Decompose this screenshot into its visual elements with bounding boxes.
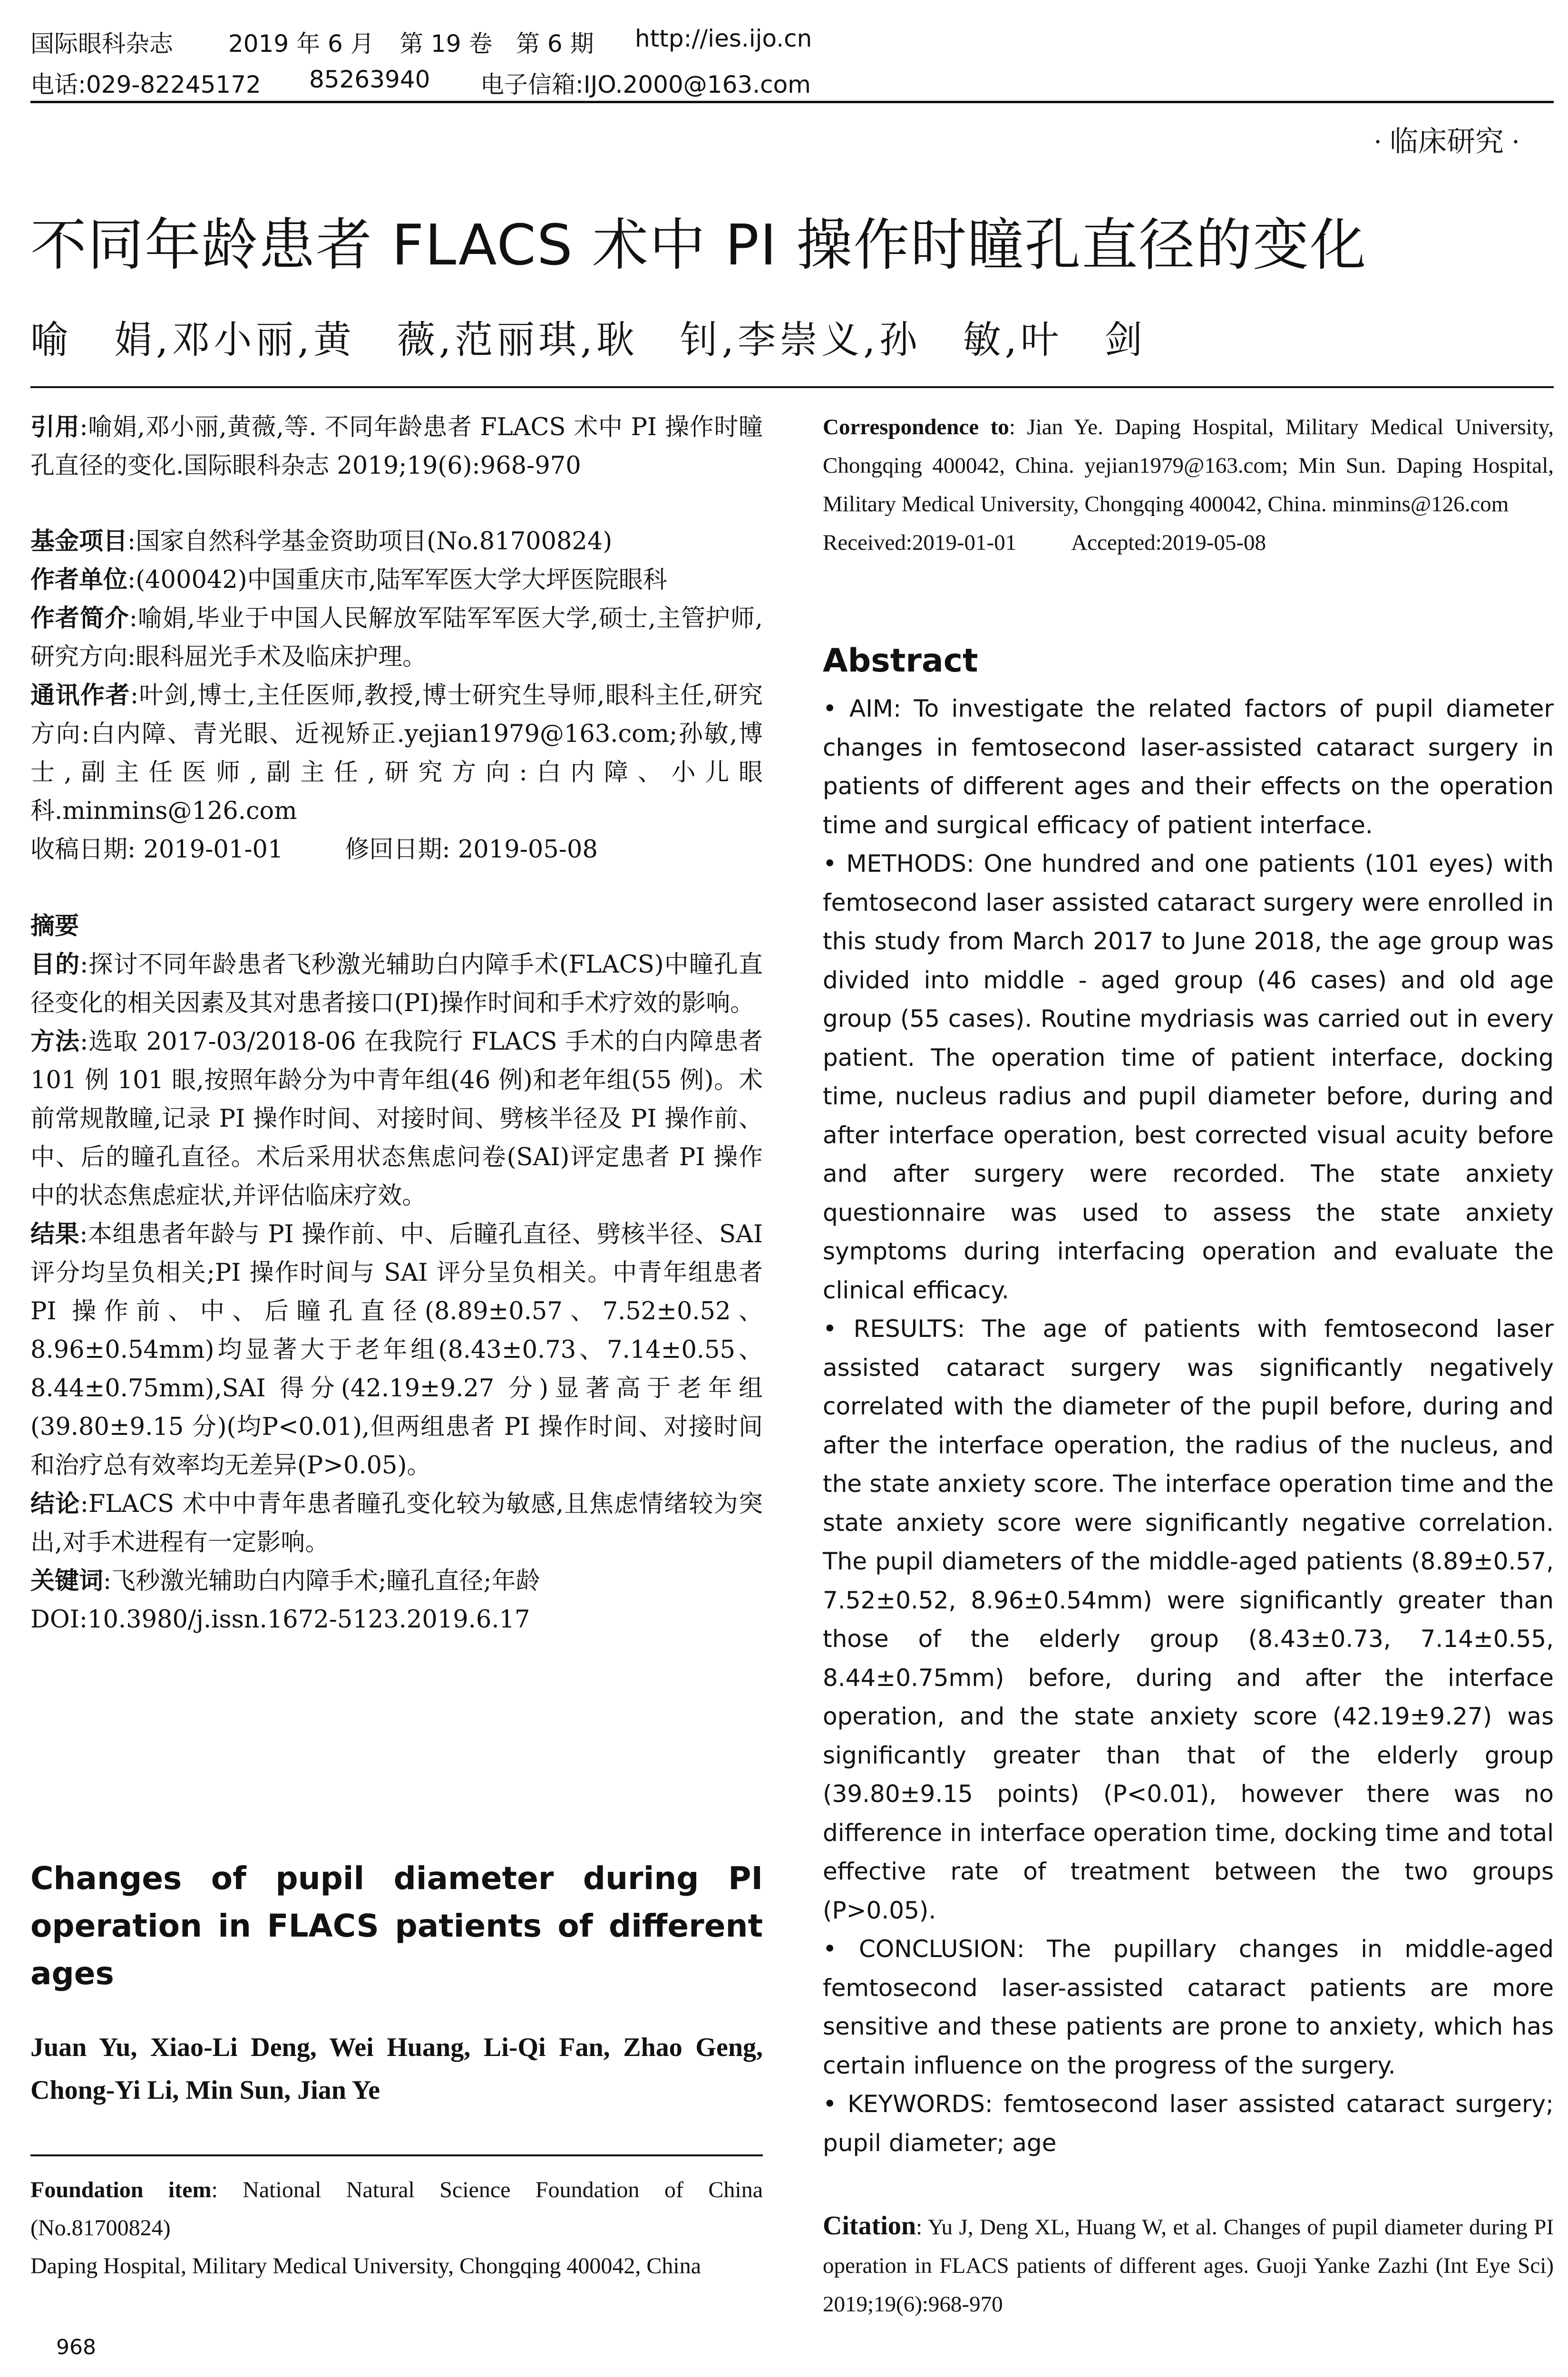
methods-en: • METHODS: One hundred and one patients (101 eyes) with femtosecond laser assisted cataract surgery were enrolled in this study from March 2017 to June 2018, the age group was divided into middle - aged group (46 cases) and old age group (55 cases). Routine mydriasis was carried out in every patient. The operation time of patient interface, docking time, nucleus radius and pupil diameter before, during and after interface operation, best corrected visual acuity before and after surgery were recorded. The state anxiety questionnaire was used to assess the state anxiety symptoms during interfacing operation and evaluate the clinical efficacy. (823, 850, 1554, 1304)
conclusion-cn: 结论:FLACS 术中中青年患者瞳孔变化较为敏感,且焦虑情绪较为突出,对手术进程有一定影响。 (30, 1490, 763, 1557)
correspondence-en: Correspondence to: Jian Ye. Daping Hospital, Military Medical University, Chongqing 400042, China. yejian1979@163.com; Min Sun. Daping Hospital, Military Medical University, Chongqing 400042, China. minmins@126.com Received:2019-01-01 Accepted:2019-05-08 (823, 415, 1554, 555)
header-rule (30, 101, 1554, 103)
page-title: 不同年龄患者 FLACS 术中 PI 操作时瞳孔直径的变化 (30, 212, 1367, 278)
abstract-heading-en: Abstract (823, 642, 978, 680)
methods-cn: 方法:选取 2017-03/2018-06 在我院行 FLACS 手术的白内障患者 101 例 101 眼,按照年龄分为中青年组(46 例)和老年组(55 例)。术前常规散瞳,记录 PI 操作时间、对接时间、劈核半径及 PI 操作前、中、后的瞳孔直径。术后采用状态焦虑问卷(SAI)评定患者 PI 操作中的状态焦虑症状,并评估临床疗效。 (30, 1028, 763, 1210)
volume: 第 19 卷 (399, 30, 493, 58)
section-tag: · 临床研究 · (1373, 126, 1520, 157)
keywords-cn: 关键词:飞秒激光辅助白内障手术;瞳孔直径;年龄 (30, 1567, 540, 1595)
journal-name: 国际眼科杂志 (30, 30, 173, 58)
foundation-rule (30, 2154, 763, 2156)
title-rule (30, 386, 1554, 388)
foundation: Foundation item: National Natural Science Foundation of China (No.81700824) Daping Hospital, Military Medical University, Chongqing 400042, China (30, 2177, 763, 2279)
keywords-en: • KEYWORDS: femtosecond laser assisted cataract surgery; pupil diameter; age (823, 2090, 1554, 2157)
aim-cn: 目的:探讨不同年龄患者飞秒激光辅助白内障手术(FLACS)中瞳孔直径变化的相关因素及其对患者接口(PI)操作时间和手术疗效的影响。 (30, 951, 763, 1017)
issue: 第 6 期 (516, 30, 594, 58)
phone2: 85263940 (309, 66, 430, 93)
citation-en: Citation: Yu J, Deng XL, Huang W, et al. Changes of pupil diameter during PI operation in FLACS patients of different ages. Guoji Yanke Zazhi (Int Eye Sci) 2019;19(6):968-970 (823, 2211, 1554, 2317)
email[interactable]: 电子信箱:IJO.2000@163.com (480, 71, 811, 98)
citation: 引用:喻娟,邓小丽,黄薇,等. 不同年龄患者 FLACS 术中 PI 操作时瞳孔直径的变化.国际眼科杂志 2019;19(6):968-970 (30, 413, 763, 480)
bio: 作者简介:喻娟,毕业于中国人民解放军陆军军医大学,硕士,主管护师,研究方向:眼科屈光手术及临床护理。 (30, 604, 763, 671)
corresponding: 通讯作者:叶剑,博士,主任医师,教授,博士研究生导师,眼科主任,研究方向:白内障、青光眼、近视矫正.yejian1979@163.com;孙敏,博士,副主任医师,副主任,研究方向:白内障、小儿眼科.minmins@126.com (30, 682, 763, 825)
fund: 基金项目:国家自然科学基金资助项目(No.81700824) (30, 527, 613, 555)
dates-cn: 收稿日期: 2019-01-01 修回日期: 2019-05-08 (30, 836, 598, 864)
abstract-en (823, 690, 1554, 2163)
english-title: Changes of pupil diameter during PI operation in FLACS patients of different ages (30, 1860, 763, 1992)
page-number: 968 (56, 2335, 96, 2359)
conclusion-en: • CONCLUSION: The pupillary changes in middle-aged femtosecond laser-assisted cataract patients are more sensitive and these patients are prone to anxiety, which has certain influence on the progress of the surgery. (823, 1935, 1554, 2079)
authors-cn: 喻 娟,邓小丽,黄 薇,范丽琪,耿 钊,李崇义,孙 敏,叶 剑 (30, 318, 1147, 362)
results-en: • RESULTS: The age of patients with femtosecond laser assisted cataract surgery was significantly negatively correlated with the diameter of the pupil before, during and after the interface operation, the radius of the nucleus, and the state anxiety score. The interface operation time and the state anxiety score were significantly negative correlation. The pupil diameters of the middle-aged patients (8.89±0.57, 7.52±0.52, 8.96±0.54mm) were significantly greater than those of the elderly group (8.43±0.73, 7.14±0.55, 8.44±0.75mm) before, during and after the interface operation, and the state anxiety score (42.19±9.27) was significantly greater than that of the elderly group (39.80±9.15 points) (P<0.01), however there was no difference in interface operation time, docking time and total effective rate of treatment between the two groups (P>0.05). (823, 1315, 1554, 1924)
doi[interactable]: DOI:10.3980/j.issn.1672-5123.2019.6.17 (30, 1606, 530, 1634)
journal-url[interactable]: http://ies.ijo.cn (635, 25, 812, 52)
unit: 作者单位:(400042)中国重庆市,陆军军医大学大坪医院眼科 (30, 566, 667, 594)
abstract-heading-cn: 摘要 (30, 912, 79, 940)
phone: 电话:029-82245172 (30, 71, 261, 98)
english-authors: Juan Yu, Xiao-Li Deng, Wei Huang, Li-Qi Fan, Zhao Geng, Chong-Yi Li, Min Sun, Jian Ye (30, 2033, 763, 2105)
aim-en: • AIM: To investigate the related factors of pupil diameter changes in femtosecond laser-assisted cataract surgery in patients of different ages and their effects on the operation time and surgical efficacy of patient interface. (823, 695, 1554, 839)
issue-date: 2019 年 6 月 (228, 30, 374, 58)
left-column (30, 408, 763, 1639)
results-cn: 结果:本组患者年龄与 PI 操作前、中、后瞳孔直径、劈核半径、SAI 评分均呈负相关;PI 操作时间与 SAI 评分呈负相关。中青年组患者 PI 操作前、中、后瞳孔直径(8.89±0.57、7.52±0.52、8.96±0.54mm)均显著大于老年组(8.43±0.73、7.14±0.55、8.44±0.75mm),SAI 得分(42.19±9.27 分)显著高于老年组(39.80±9.15 分)(均P<0.01),但两组患者 PI 操作时间、对接时间和治疗总有效率均无差异(P>0.05)。 (30, 1220, 763, 1480)
